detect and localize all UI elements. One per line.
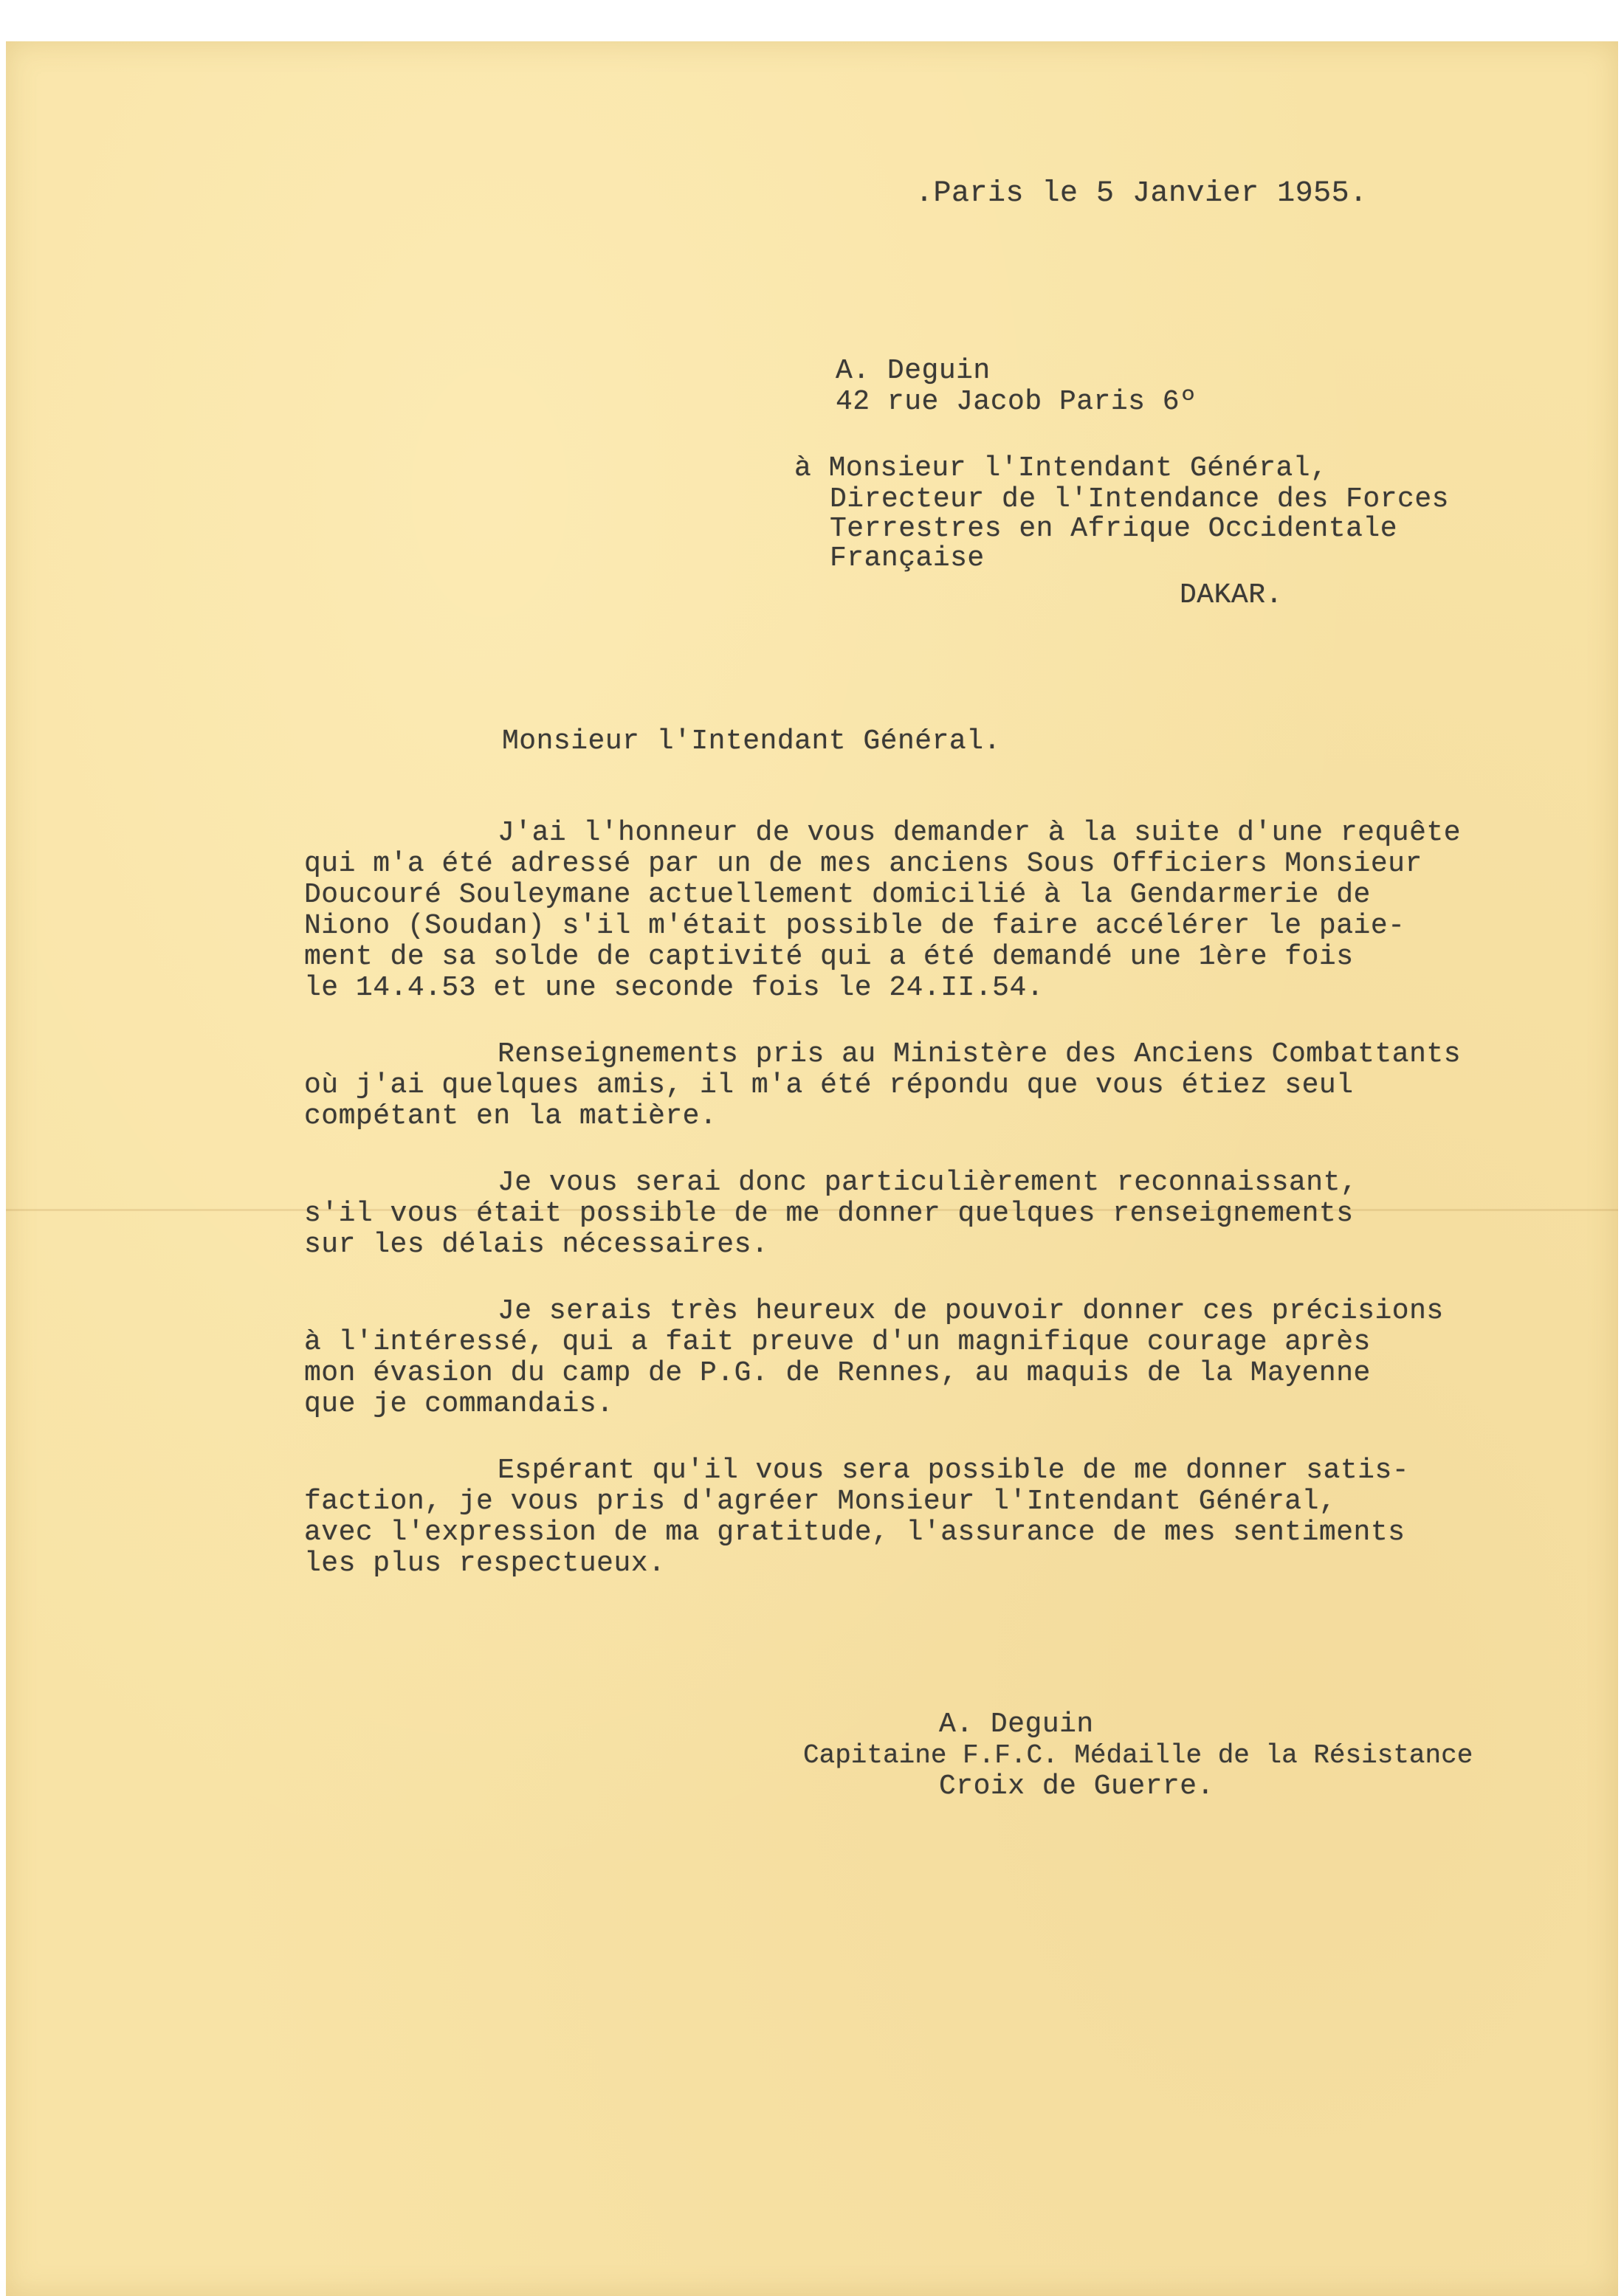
date-line: .Paris le 5 Janvier 1955. bbox=[915, 177, 1368, 210]
salutation: Monsieur l'Intendant Général. bbox=[502, 725, 1001, 757]
signature-title: Capitaine F.F.C. Médaille de la Résistance bbox=[803, 1740, 1473, 1771]
paragraph-line: à l'intéressé, qui a fait preuve d'un magnifique courage après bbox=[304, 1326, 1371, 1358]
paragraph-line: faction, je vous pris d'agréer Monsieur l'Intendant Général, bbox=[304, 1486, 1337, 1517]
paragraph-line: Espérant qu'il vous sera possible de me donner satis- bbox=[498, 1455, 1410, 1486]
paragraph-line: compétant en la matière. bbox=[304, 1100, 718, 1132]
paragraph-line: Renseignements pris au Ministère des Anciens Combattants bbox=[498, 1038, 1462, 1070]
recipient-line-3: Terrestres en Afrique Occidentale bbox=[830, 513, 1398, 545]
signature-decoration: Croix de Guerre. bbox=[939, 1771, 1214, 1802]
paragraph-line: s'il vous était possible de me donner quelques renseignements bbox=[304, 1198, 1354, 1230]
paragraph-line: Doucouré Souleymane actuellement domicilié à la Gendarmerie de bbox=[304, 879, 1371, 911]
sender-name: A. Deguin bbox=[836, 355, 991, 387]
paragraph-line: le 14.4.53 et une seconde fois le 24.II.54. bbox=[304, 972, 1045, 1004]
sender-address: 42 rue Jacob Paris 6º bbox=[836, 386, 1197, 418]
paragraph-line: qui m'a été adressé par un de mes anciens Sous Officiers Monsieur bbox=[304, 848, 1422, 880]
paragraph-line: sur les délais nécessaires. bbox=[304, 1229, 769, 1261]
paragraph-line: les plus respectueux. bbox=[304, 1548, 666, 1579]
paragraph-line: Je vous serai donc particulièrement reconnaissant, bbox=[498, 1167, 1358, 1199]
paragraph-line: Je serais très heureux de pouvoir donner ces précisions bbox=[498, 1295, 1444, 1327]
paragraph-line: que je commandais. bbox=[304, 1388, 614, 1420]
recipient-line-4: Française bbox=[830, 542, 985, 574]
paragraph-line: mon évasion du camp de P.G. de Rennes, au maquis de la Mayenne bbox=[304, 1357, 1371, 1389]
recipient-line-1: à Monsieur l'Intendant Général, bbox=[794, 452, 1328, 484]
recipient-line-2: Directeur de l'Intendance des Forces bbox=[830, 483, 1449, 515]
letter-sheet bbox=[6, 41, 1618, 2296]
paragraph-line: J'ai l'honneur de vous demander à la suite d'une requête bbox=[498, 817, 1462, 849]
paragraph-line: Niono (Soudan) s'il m'était possible de faire accélérer le paie- bbox=[304, 910, 1405, 942]
paragraph-line: ment de sa solde de captivité qui a été demandé une 1ère fois bbox=[304, 941, 1354, 973]
paragraph-line: avec l'expression de ma gratitude, l'assurance de mes sentiments bbox=[304, 1517, 1405, 1548]
recipient-city: DAKAR. bbox=[1180, 579, 1283, 611]
paragraph-line: où j'ai quelques amis, il m'a été répondu que vous étiez seul bbox=[304, 1069, 1354, 1101]
signature-name: A. Deguin bbox=[939, 1709, 1094, 1740]
